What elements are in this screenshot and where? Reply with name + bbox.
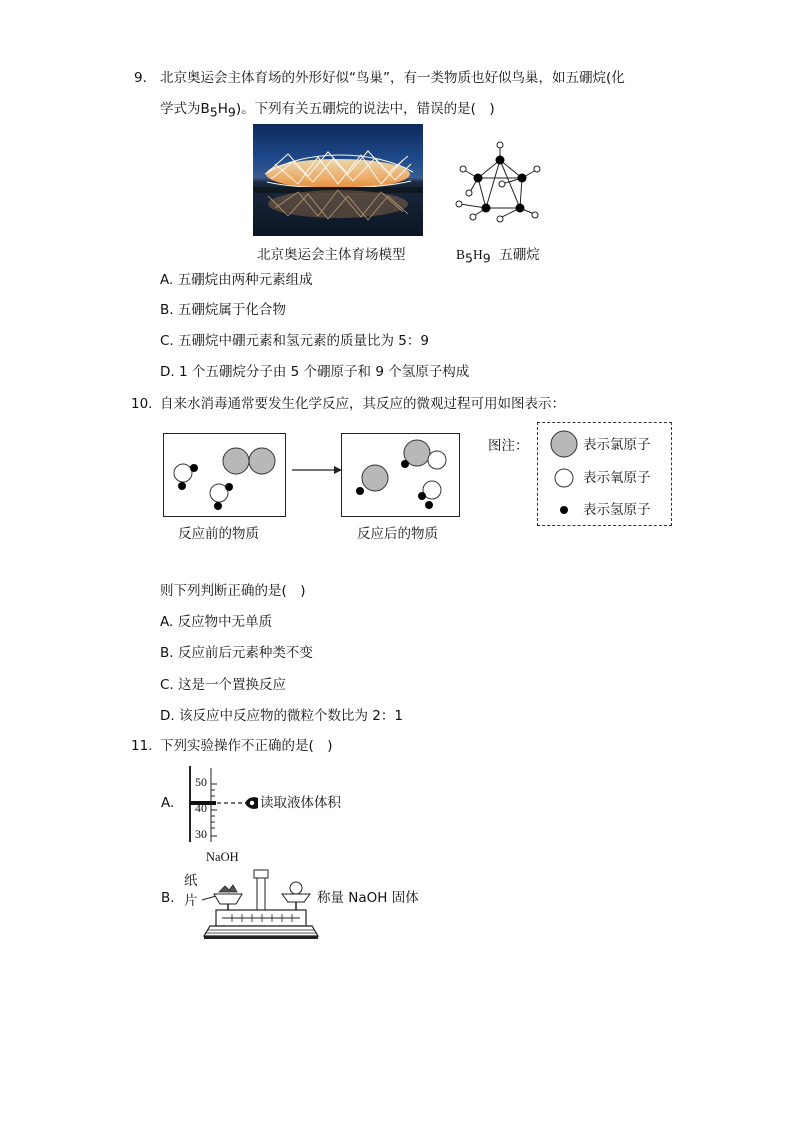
before-reaction-box bbox=[163, 433, 286, 517]
chlorine-atom-icon bbox=[551, 431, 577, 457]
balance-scale bbox=[202, 864, 322, 940]
q9-option-b[interactable]: B. 五硼烷属于化合物 bbox=[160, 302, 286, 318]
hydrogen-atom-icon bbox=[560, 506, 568, 514]
q9-number: 9. bbox=[134, 70, 147, 86]
q11-stem: 下列实验操作不正确的是( ) bbox=[160, 738, 333, 754]
after-reaction-caption: 反应后的物质 bbox=[357, 526, 438, 542]
q9-option-a[interactable]: A. 五硼烷由两种元素组成 bbox=[160, 272, 313, 288]
q10-option-a[interactable]: A. 反应物中无单质 bbox=[160, 614, 273, 630]
cylinder-tick-50: 50 bbox=[195, 775, 207, 789]
q10-option-d[interactable]: D. 该反应中反应物的微粒个数比为 2：1 bbox=[160, 708, 403, 724]
q11-option-b[interactable] bbox=[160, 850, 430, 942]
birds-nest-photo bbox=[253, 124, 423, 236]
legend-hydrogen-label: 表示氢原子 bbox=[583, 502, 651, 518]
before-reaction-caption: 反应前的物质 bbox=[178, 526, 259, 542]
q10-option-b[interactable]: B. 反应前后元素种类不变 bbox=[160, 645, 313, 661]
q9-stem-line1: 北京奥运会主体育场的外形好似“鸟巢”，有一类物质也好似鸟巢，如五硼烷(化 bbox=[160, 70, 625, 86]
q10-option-c[interactable]: C. 这是一个置换反应 bbox=[160, 677, 287, 693]
q11-option-a[interactable] bbox=[160, 765, 390, 843]
q11-option-b-letter: B. bbox=[161, 890, 175, 906]
cylinder-tick-40: 40 bbox=[195, 801, 207, 815]
after-reaction-box bbox=[341, 433, 460, 517]
naoh-label: NaOH bbox=[206, 850, 239, 864]
legend-oxygen-label: 表示氧原子 bbox=[583, 470, 651, 486]
q10-stem: 自来水消毒通常要发生化学反应，其反应的微观过程可用如图表示： bbox=[160, 396, 565, 412]
q11-option-a-text: 读取液体体积 bbox=[260, 795, 341, 811]
q9-caption-left: 北京奥运会主体育场模型 bbox=[257, 247, 406, 263]
q9-option-c[interactable]: C. 五硼烷中硼元素和氢元素的质量比为 5：9 bbox=[160, 333, 429, 349]
legend-title: 图注： bbox=[488, 438, 529, 454]
paper-label-2: 片 bbox=[184, 893, 198, 909]
q9-stem-line2: 学式为$B_5H_9$)。下列有关五硼烷的说法中，错误的是( ) bbox=[160, 101, 495, 120]
b5h9-molecule-diagram bbox=[448, 140, 548, 230]
q10-prompt: 则下列判断正确的是( ) bbox=[160, 583, 306, 599]
paper-label-1: 纸 bbox=[184, 873, 198, 889]
q10-number: 10. bbox=[131, 396, 153, 412]
q9-caption-right: $B_5H_9$ 五硼烷 bbox=[456, 247, 540, 266]
q9-option-d[interactable]: D. 1 个五硼烷分子由 5 个硼原子和 9 个氢原子构成 bbox=[160, 364, 470, 380]
eye-icon bbox=[244, 795, 260, 811]
reaction-arrow bbox=[292, 464, 342, 476]
q11-number: 11. bbox=[131, 738, 153, 754]
legend-chlorine-label: 表示氯原子 bbox=[583, 437, 651, 453]
legend-box bbox=[537, 422, 672, 526]
q11-option-a-letter: A. bbox=[161, 795, 175, 811]
oxygen-atom-icon bbox=[555, 469, 573, 487]
cylinder-tick-30: 30 bbox=[195, 827, 207, 841]
q11-option-b-text: 称量 NaOH 固体 bbox=[317, 890, 419, 906]
